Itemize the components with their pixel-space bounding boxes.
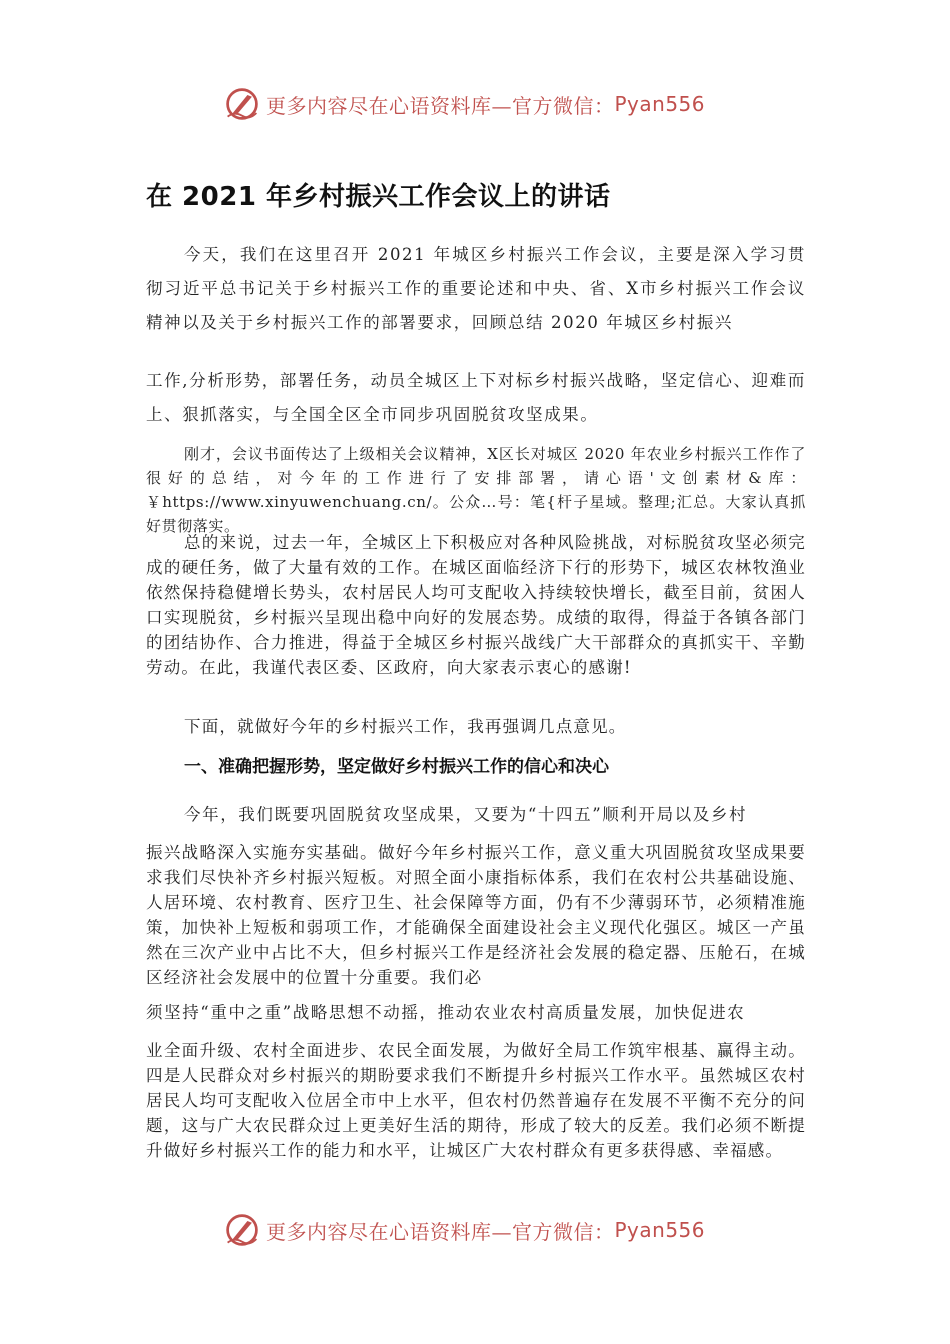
paragraph-summary: 总的来说，过去一年，全城区上下积极应对各种风险挑战，对标脱贫攻坚必须完成的硬任务，做了大量有效的工作。在城区面临经济下行的形势下，城区农林牧渔业依然保持稳健增长势头，农村居民人均可支配收入持续较快增长，截至目前，贫困人口实现脱贫，乡村振兴呈现出稳中向好的发展态势。成绩的取得，得益于各镇各部门的团结协作、合力推进，得益于全城区乡村振兴战线广大干部群众的真抓实干、辛勤劳动。在此，我谨代表区委、区政府，向大家表示衷心的感谢! — [146, 533, 806, 677]
footer-banner — [224, 1208, 744, 1252]
banner-text: 更多内容尽在心语资料库—官方微信： — [266, 1219, 615, 1244]
paragraph-transition: 下面，就做好今年的乡村振兴工作，我再强调几点意见。 — [184, 717, 627, 736]
paragraph-intro: 今天，我们在这里召开 2021 年城区乡村振兴工作会议，主要是深入学习贯彻习近平总书记关于乡村振兴工作的重要论述和中央、省、X市乡村振兴工作会议精神以及关于乡村振兴工作的部署要求，回顾总结 2020 年城区乡村振兴 — [146, 245, 806, 332]
banner-wechat-id: Pyan556 — [614, 1218, 706, 1242]
quill-pen-logo-icon — [224, 1212, 260, 1248]
page-title: 在 2021 年乡村振兴工作会议上的讲话 — [146, 182, 611, 212]
section-heading: 一、准确把握形势，坚定做好乡村振兴工作的信心和决心 — [184, 757, 609, 777]
section-paragraph-opening: 今年，我们既要巩固脱贫攻坚成果，又要为“十四五”顺利开局以及乡村 — [184, 805, 748, 824]
header-banner — [224, 82, 744, 126]
banner-text: 更多内容尽在心语资料库—官方微信： — [266, 93, 615, 118]
banner-wechat-id: Pyan556 — [614, 92, 706, 116]
section-paragraph-body: 振兴战略深入实施夯实基础。做好今年乡村振兴工作，意义重大巩固脱贫攻坚成果要求我们尽快补齐乡村振兴短板。对照全面小康指标体系，我们在农村公共基础设施、人居环境、农村教育、医疗卫生、社会保障等方面，仍有不少薄弱环节，必须精准施策，加快补上短板和弱项工作，才能确保全面建设社会主义现代化强区。城区一产虽然在三次产业中占比不大，但乡村振兴工作是经济社会发展的稳定器、压舱石，在城区经济社会发展中的位置十分重要。我们必 — [146, 843, 806, 987]
section-paragraph-line: 须坚持“重中之重”战略思想不动摇，推动农业农村高质量发展，加快促进农 — [146, 1003, 746, 1022]
section-paragraph-closing: 业全面升级、农村全面进步、农民全面发展，为做好全局工作筑牢根基、赢得主动。四是人民群众对乡村振兴的期盼要求我们不断提升乡村振兴工作水平。虽然城区农村居民人均可支配收入位居全市中上水平，但农村仍然普遍存在发展不平衡不充分的问题，这与广大农民群众过上更美好生活的期待，形成了较大的反差。我们必须不断提升做好乡村振兴工作的能力和水平，让城区广大农村群众有更多获得感、幸福感。 — [146, 1041, 806, 1160]
paragraph-intro-continued: 工作,分析形势，部署任务，动员全城区上下对标乡村振兴战略，坚定信心、迎难而上、狠抓落实，与全国全区全市同步巩固脱贫攻坚成果。 — [146, 371, 806, 424]
paragraph-briefing: 刚才，会议书面传达了上级相关会议精神，X区长对城区 2020 年农业乡村振兴工作作了很好的总结，对今年的工作进行了安排部署，请心语'文创素材&库：￥https://www.xinyuwenchuang.cn/。公众…号：笔{杆子星域。整理;汇总。大家认真抓好贯彻落实。 — [146, 445, 806, 535]
quill-pen-logo-icon — [224, 86, 260, 122]
